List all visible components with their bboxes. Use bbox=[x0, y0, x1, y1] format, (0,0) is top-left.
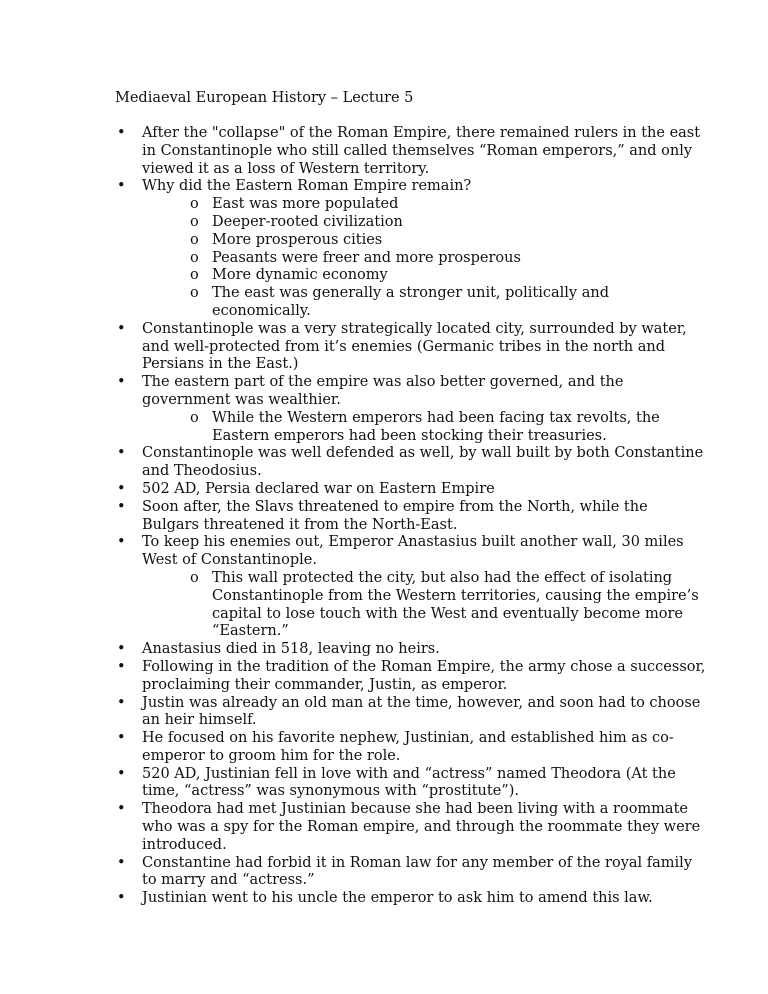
list-item bbox=[115, 481, 708, 499]
list-item bbox=[115, 125, 708, 178]
list-item bbox=[115, 890, 708, 908]
list-item bbox=[115, 445, 708, 481]
sub-list-item: o More prosperous cities bbox=[190, 232, 708, 250]
list-item bbox=[115, 766, 708, 802]
list-item bbox=[115, 659, 708, 695]
bullet-text: He focused on his favorite nephew, Justinian, and established him as co-emperor to groom him for the role. bbox=[142, 730, 674, 764]
list-item bbox=[115, 641, 708, 659]
list-item bbox=[115, 695, 708, 731]
list-item bbox=[115, 499, 708, 535]
bullet-text: Constantine had forbid it in Roman law for any member of the royal family to marry and “actress.” bbox=[142, 854, 693, 889]
bullet-text: 502 AD, Persia declared war on Eastern Empire bbox=[142, 480, 495, 497]
sub-list-item: o Peasants were freer and more prosperous bbox=[190, 250, 708, 268]
sub-bullet-list bbox=[142, 570, 708, 641]
list-item bbox=[115, 730, 708, 766]
sub-list-item: o This wall protected the city, but also had the effect of isolating Constantinople from the Western territories, causing the empire’s capital to lose touch with the West and eventually become more “Eastern.” bbox=[190, 570, 708, 641]
bullet-text: Why did the Eastern Roman Empire remain? bbox=[142, 178, 472, 195]
bullet-text: To keep his enemies out, Emperor Anastasius built another wall, 30 miles West of Constantinople. bbox=[142, 534, 684, 569]
sub-list-item: o Deeper-rooted civilization bbox=[190, 214, 708, 232]
bullet-text: Justinian went to his uncle the emperor to ask him to amend this law. bbox=[142, 890, 653, 907]
list-item bbox=[115, 374, 708, 445]
sub-list-item: o East was more populated bbox=[190, 196, 708, 214]
bullet-text: After the "collapse" of the Roman Empire, there remained rulers in the east in Constantinople who still called themselves “Roman emperors,” and only viewed it as a loss of Western territory. bbox=[142, 125, 701, 177]
bullet-text: The eastern part of the empire was also better governed, and the government was wealthier. bbox=[142, 374, 624, 408]
bullet-list bbox=[115, 125, 708, 908]
bullet-text: 520 AD, Justinian fell in love with and “actress” named Theodora (At the time, “actress” was synonymous with “prostitute”). bbox=[142, 765, 676, 800]
sub-list-item: o While the Western emperors had been facing tax revolts, the Eastern emperors had been stocking their treasuries. bbox=[190, 410, 708, 446]
list-item bbox=[115, 801, 708, 854]
list-item bbox=[115, 178, 708, 320]
bullet-text: Constantinople was a very strategically located city, surrounded by water, and well-protected from it’s enemies (Germanic tribes in the north and Persians in the East.) bbox=[142, 320, 687, 373]
page-title: Mediaeval European History – Lecture 5 bbox=[115, 90, 414, 106]
list-item bbox=[115, 855, 708, 891]
sub-bullet-list bbox=[142, 196, 708, 321]
bullet-text: Justin was already an old man at the time, however, and soon had to choose an heir himself. bbox=[142, 694, 701, 729]
sub-list-item: o The east was generally a stronger unit, politically and economically. bbox=[190, 285, 708, 321]
bullet-text: Theodora had met Justinian because she had been living with a roommate who was a spy for the Roman empire, and through the roommate they were introduced. bbox=[142, 801, 701, 853]
sub-bullet-list bbox=[142, 410, 708, 446]
bullet-text: Anastasius died in 518, leaving no heirs. bbox=[142, 641, 440, 658]
bullet-text: Soon after, the Slavs threatened to empire from the North, while the Bulgars threatened it from the North-East. bbox=[142, 498, 648, 533]
bullet-text: Constantinople was well defended as well, by wall built by both Constantine and Theodosius. bbox=[142, 445, 704, 480]
sub-list-item: o More dynamic economy bbox=[190, 267, 708, 285]
bullet-text: Following in the tradition of the Roman Empire, the army chose a successor, proclaiming their commander, Justin, as emperor. bbox=[142, 658, 706, 693]
list-item bbox=[115, 321, 708, 374]
list-item bbox=[115, 534, 708, 641]
